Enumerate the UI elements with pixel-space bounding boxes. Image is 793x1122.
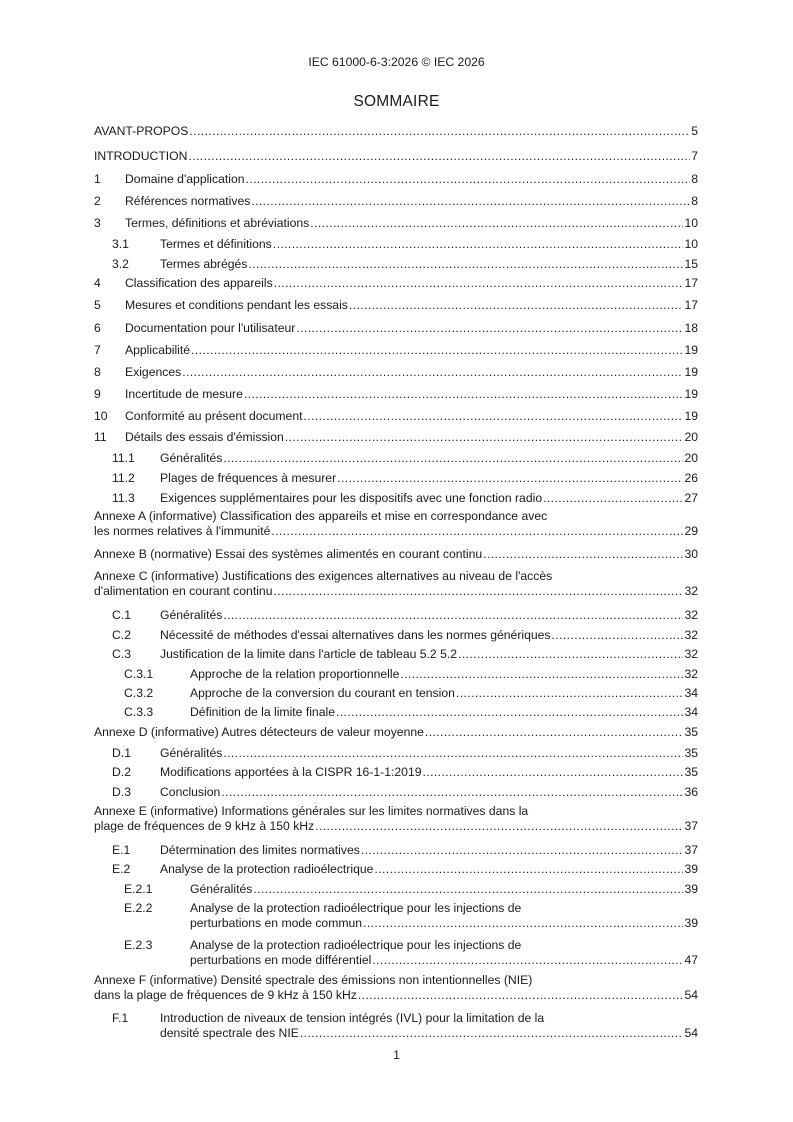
toc-title[interactable]: densité spectrale des NIE xyxy=(160,1026,299,1040)
toc-line xyxy=(94,172,698,187)
toc-line xyxy=(94,608,698,623)
toc-page-number[interactable]: 47 xyxy=(684,953,698,967)
dot-leader xyxy=(221,785,683,800)
toc-line xyxy=(94,471,698,486)
toc-entry[interactable] xyxy=(94,194,698,209)
toc-line xyxy=(94,387,698,402)
toc-title[interactable]: Généralités xyxy=(160,746,223,760)
toc-page-number[interactable]: 54 xyxy=(684,1026,698,1040)
toc-entry[interactable] xyxy=(94,901,698,931)
toc-number: E.1 xyxy=(112,843,131,857)
dot-leader xyxy=(425,725,684,740)
dot-leader xyxy=(244,387,684,402)
toc-number: 11 xyxy=(94,430,107,444)
toc-page-number[interactable]: 30 xyxy=(684,547,698,561)
toc-line xyxy=(94,194,698,209)
toc-page-number[interactable]: 19 xyxy=(684,365,698,379)
toc-line xyxy=(94,257,698,272)
toc-number: C.3.2 xyxy=(124,686,154,700)
toc-line xyxy=(94,686,698,701)
toc-page-number[interactable]: 34 xyxy=(684,686,698,700)
toc-title[interactable]: Conformité au présent document xyxy=(125,409,303,423)
toc-title[interactable]: Termes et définitions xyxy=(160,237,272,251)
toc-page-number[interactable]: 10 xyxy=(684,237,698,251)
toc-number: 2 xyxy=(94,194,101,208)
toc-line xyxy=(94,321,698,336)
toc-entry[interactable] xyxy=(94,547,698,562)
toc-title[interactable]: Détermination des limites normatives xyxy=(160,843,360,857)
dot-leader xyxy=(337,471,683,486)
toc-page-number[interactable]: 29 xyxy=(684,524,698,538)
toc-title[interactable]: Annexe A (informative) Classification des appareils et mise en correspondance avec xyxy=(94,509,548,523)
toc-line xyxy=(94,916,698,931)
toc-page-number[interactable]: 54 xyxy=(684,988,698,1002)
dot-leader xyxy=(246,172,691,187)
toc-page-number[interactable]: 5 xyxy=(691,124,698,138)
toc-number: C.3 xyxy=(112,647,131,661)
toc-entry[interactable] xyxy=(94,387,698,402)
toc-page-number[interactable]: 32 xyxy=(684,584,698,598)
dot-leader xyxy=(543,491,683,506)
toc-title[interactable]: Détails des essais d'émission xyxy=(125,430,284,444)
toc-number: 3 xyxy=(94,216,101,230)
toc-line xyxy=(94,988,698,1003)
dot-leader xyxy=(273,237,684,252)
toc-title[interactable]: Domaine d'application xyxy=(125,172,245,186)
toc-page-number[interactable]: 35 xyxy=(684,746,698,760)
toc-title[interactable]: Annexe F (informative) Densité spectrale des émissions non intentionnelles (NIE) xyxy=(94,973,533,987)
toc-page-number[interactable]: 37 xyxy=(684,819,698,833)
dot-leader xyxy=(223,746,683,761)
toc-title[interactable]: Approche de la relation proportionnelle xyxy=(190,667,400,681)
dot-leader xyxy=(361,843,684,858)
toc-title[interactable]: Conclusion xyxy=(160,785,221,799)
toc-title[interactable]: Modifications apportées à la CISPR 16-1-1:2019 xyxy=(160,765,422,779)
toc-page-number[interactable]: 19 xyxy=(684,387,698,401)
toc-number: 1 xyxy=(94,172,101,186)
dot-leader xyxy=(304,409,684,424)
toc-title[interactable]: perturbations en mode commun xyxy=(190,916,363,930)
dot-leader xyxy=(300,1026,684,1041)
toc-line xyxy=(94,584,698,599)
toc-title[interactable]: d'alimentation en courant continu xyxy=(94,584,273,598)
toc-page-number[interactable]: 32 xyxy=(684,647,698,661)
toc-number: 3.1 xyxy=(112,237,129,251)
toc-entry[interactable] xyxy=(94,124,698,139)
toc-page-number[interactable]: 32 xyxy=(684,628,698,642)
dot-leader xyxy=(374,862,683,877)
toc-title[interactable]: Documentation pour l'utilisateur xyxy=(125,321,296,335)
toc-title[interactable]: Généralités xyxy=(160,608,223,622)
toc-number: E.2.3 xyxy=(124,938,153,952)
toc-number: 11.1 xyxy=(112,451,135,465)
toc-page-number[interactable]: 10 xyxy=(684,216,698,230)
toc-line xyxy=(94,882,698,897)
toc-line xyxy=(94,667,698,682)
dot-leader xyxy=(274,584,684,599)
toc-entry[interactable] xyxy=(94,705,698,720)
toc-number: C.3.3 xyxy=(124,705,154,719)
toc-entry[interactable] xyxy=(94,321,698,336)
toc-line xyxy=(94,901,698,916)
toc-number: D.1 xyxy=(112,746,131,760)
toc-title[interactable]: Plages de fréquences à mesurer xyxy=(160,471,337,485)
toc-title[interactable]: les normes relatives à l'immunité xyxy=(94,524,271,538)
toc-entry[interactable] xyxy=(94,298,698,313)
toc-page-number[interactable]: 18 xyxy=(684,321,698,335)
toc-entry[interactable] xyxy=(94,973,698,1003)
toc-number: 11.2 xyxy=(112,471,135,485)
toc-entry[interactable] xyxy=(94,608,698,623)
toc-line xyxy=(94,365,698,380)
toc-entry[interactable] xyxy=(94,276,698,291)
toc-line xyxy=(94,343,698,358)
dot-leader xyxy=(400,667,683,682)
toc-line xyxy=(94,819,698,834)
toc-line xyxy=(94,647,698,662)
toc-title[interactable]: perturbations en mode différentiel xyxy=(190,953,372,967)
dot-leader xyxy=(372,953,683,968)
toc-title[interactable]: Incertitude de mesure xyxy=(125,387,243,401)
toc-number: 7 xyxy=(94,343,101,357)
toc-title[interactable]: Références normatives xyxy=(125,194,251,208)
toc-line xyxy=(94,804,698,819)
dot-leader xyxy=(253,882,683,897)
toc-title[interactable]: Analyse de la protection radioélectrique pour les injections de xyxy=(190,938,522,952)
dot-leader xyxy=(358,988,684,1003)
toc-title[interactable]: plage de fréquences de 9 kHz à 150 kHz xyxy=(94,819,315,833)
toc-line xyxy=(94,276,698,291)
dot-leader xyxy=(191,343,683,358)
dot-leader xyxy=(458,647,683,662)
toc-entry[interactable] xyxy=(94,430,698,445)
toc-line xyxy=(94,843,698,858)
toc-line xyxy=(94,746,698,761)
dot-leader xyxy=(423,765,684,780)
toc-title[interactable]: Approche de la conversion du courant en tension xyxy=(190,686,455,700)
toc-number: 11.3 xyxy=(112,491,135,505)
toc-page-number[interactable]: 20 xyxy=(684,430,698,444)
toc-number: E.2 xyxy=(112,862,131,876)
toc-entry[interactable] xyxy=(94,343,698,358)
toc-title[interactable]: Justification de la limite dans l'article de tableau 5.2 5.2 xyxy=(160,647,458,661)
toc-title[interactable]: Analyse de la protection radioélectrique xyxy=(160,862,374,876)
toc-entry[interactable] xyxy=(94,569,698,599)
toc-title[interactable]: Définition de la limite finale xyxy=(190,705,335,719)
toc-entry[interactable] xyxy=(94,149,698,164)
toc-page-number[interactable]: 17 xyxy=(684,298,698,312)
toc-title[interactable]: Généralités xyxy=(190,882,253,896)
toc-line xyxy=(94,524,698,539)
dot-leader xyxy=(248,257,683,272)
toc-line xyxy=(94,705,698,720)
toc-line xyxy=(94,298,698,313)
toc-line xyxy=(94,547,698,562)
toc-page-number[interactable]: 32 xyxy=(684,608,698,622)
toc-page-number[interactable]: 39 xyxy=(684,862,698,876)
toc-line xyxy=(94,430,698,445)
toc-entry[interactable] xyxy=(94,451,698,466)
toc-entry[interactable] xyxy=(94,862,698,877)
toc-line xyxy=(94,1011,698,1026)
toc-line xyxy=(94,1026,698,1041)
toc-page-number[interactable]: 17 xyxy=(684,276,698,290)
toc-page-number[interactable]: 19 xyxy=(684,409,698,423)
toc-title[interactable]: Introduction de niveaux de tension intégrés (IVL) pour la limitation de la xyxy=(160,1011,545,1025)
toc-entry[interactable] xyxy=(94,938,698,968)
toc-title[interactable]: Annexe D (informative) Autres détecteurs de valeur moyenne xyxy=(94,725,424,739)
toc-page-number[interactable]: 39 xyxy=(684,882,698,896)
toc-entry[interactable] xyxy=(94,172,698,187)
toc-title[interactable]: Classification des appareils xyxy=(125,276,273,290)
toc-page-number[interactable]: 26 xyxy=(684,471,698,485)
toc-entry[interactable] xyxy=(94,647,698,662)
toc-title[interactable]: Nécessité de méthodes d'essai alternatives dans les normes génériques xyxy=(160,628,551,642)
toc-title[interactable]: Termes abrégés xyxy=(160,257,248,271)
toc-line xyxy=(94,862,698,877)
toc-line xyxy=(94,569,698,584)
toc-line xyxy=(94,491,698,506)
toc-entry[interactable] xyxy=(94,804,698,834)
dot-leader xyxy=(363,916,683,931)
toc-page-number[interactable]: 32 xyxy=(684,667,698,681)
toc-entry[interactable] xyxy=(94,725,698,740)
toc-entry[interactable] xyxy=(94,509,698,539)
toc-page-number[interactable]: 39 xyxy=(684,916,698,930)
toc-number: C.3.1 xyxy=(124,667,154,681)
toc-line xyxy=(94,149,698,164)
dot-leader xyxy=(271,524,683,539)
toc-page-number[interactable]: 27 xyxy=(684,491,698,505)
toc-entry[interactable] xyxy=(94,491,698,506)
toc-title[interactable]: Applicabilité xyxy=(125,343,191,357)
toc-title[interactable]: INTRODUCTION xyxy=(94,149,188,163)
dot-leader xyxy=(296,321,683,336)
toc-line xyxy=(94,409,698,424)
dot-leader xyxy=(349,298,684,313)
toc-entry[interactable] xyxy=(94,365,698,380)
toc-entry[interactable] xyxy=(94,409,698,424)
toc-page-number[interactable]: 35 xyxy=(684,725,698,739)
toc-entry[interactable] xyxy=(94,237,698,252)
toc-page-number[interactable]: 20 xyxy=(684,451,698,465)
toc-entry[interactable] xyxy=(94,667,698,682)
toc-line xyxy=(94,124,698,139)
dot-leader xyxy=(336,705,683,720)
toc-entry[interactable] xyxy=(94,686,698,701)
dot-leader xyxy=(223,451,683,466)
toc-number: E.2.1 xyxy=(124,882,153,896)
page-number: 1 xyxy=(393,1048,400,1062)
toc-page-number[interactable]: 8 xyxy=(691,172,698,186)
toc-number: 5 xyxy=(94,298,101,312)
toc-line xyxy=(94,628,698,643)
dot-leader xyxy=(315,819,683,834)
toc-title[interactable]: dans la plage de fréquences de 9 kHz à 150 kHz xyxy=(94,988,357,1002)
dot-leader xyxy=(310,216,683,231)
dot-leader xyxy=(274,276,684,291)
toc-entry[interactable] xyxy=(94,216,698,231)
dot-leader xyxy=(456,686,684,701)
toc-title[interactable]: Termes, définitions et abréviations xyxy=(125,216,310,230)
toc-title[interactable]: Mesures et conditions pendant les essais xyxy=(125,298,348,312)
toc-page-number[interactable]: 34 xyxy=(684,705,698,719)
toc-entry[interactable] xyxy=(94,746,698,761)
toc-entry[interactable] xyxy=(94,785,698,800)
dot-leader xyxy=(182,365,683,380)
dot-leader xyxy=(189,124,690,139)
toc-number: 6 xyxy=(94,321,101,335)
toc-line xyxy=(94,765,698,780)
toc-page-number[interactable]: 19 xyxy=(684,343,698,357)
toc-number: F.1 xyxy=(112,1011,129,1025)
toc-number: 9 xyxy=(94,387,101,401)
toc-number: 8 xyxy=(94,365,101,379)
toc-title[interactable]: Annexe C (informative) Justifications des exigences alternatives au niveau de l'accès xyxy=(94,569,553,583)
toc-entry[interactable] xyxy=(94,628,698,643)
toc-title[interactable]: Exigences xyxy=(125,365,182,379)
toc-title[interactable]: Annexe B (normative) Essai des systèmes alimentés en courant continu xyxy=(94,547,483,561)
dot-leader xyxy=(552,628,684,643)
toc-number: C.1 xyxy=(112,608,131,622)
toc-line xyxy=(94,725,698,740)
toc-line xyxy=(94,509,698,524)
toc-title[interactable]: Généralités xyxy=(160,451,223,465)
toc-line xyxy=(94,973,698,988)
dot-leader xyxy=(251,194,690,209)
dot-leader xyxy=(223,608,683,623)
dot-leader xyxy=(188,149,690,164)
toc-line xyxy=(94,237,698,252)
toc-line xyxy=(94,785,698,800)
toc-number: D.2 xyxy=(112,765,131,779)
toc-title[interactable]: AVANT-PROPOS xyxy=(94,124,189,138)
toc-entry[interactable] xyxy=(94,1011,698,1041)
toc-number: D.3 xyxy=(112,785,131,799)
toc-page-number[interactable]: 7 xyxy=(691,149,698,163)
toc-number: 4 xyxy=(94,276,101,290)
toc-number: E.2.2 xyxy=(124,901,153,915)
dot-leader xyxy=(285,430,684,445)
toc-number: 10 xyxy=(94,409,108,423)
toc-number: 3.2 xyxy=(112,257,129,271)
toc-page-number[interactable]: 37 xyxy=(684,843,698,857)
toc-entry[interactable] xyxy=(94,257,698,272)
dot-leader xyxy=(483,547,683,562)
toc-line xyxy=(94,953,698,968)
toc-page-number[interactable]: 35 xyxy=(684,765,698,779)
toc-page-number[interactable]: 36 xyxy=(684,785,698,799)
toc-entry[interactable] xyxy=(94,882,698,897)
toc-entry[interactable] xyxy=(94,471,698,486)
toc-title[interactable]: Exigences supplémentaires pour les dispositifs avec une fonction radio xyxy=(160,491,543,505)
toc-title[interactable]: Analyse de la protection radioélectrique pour les injections de xyxy=(190,901,522,915)
toc-page-number[interactable]: 8 xyxy=(691,194,698,208)
page-title: SOMMAIRE xyxy=(353,93,440,110)
document-header: IEC 61000-6-3:2026 © IEC 2026 xyxy=(308,55,485,69)
toc-line xyxy=(94,216,698,231)
toc-page-number[interactable]: 15 xyxy=(684,257,698,271)
toc-line xyxy=(94,938,698,953)
toc-entry[interactable] xyxy=(94,843,698,858)
toc-title[interactable]: Annexe E (informative) Informations générales sur les limites normatives dans la xyxy=(94,804,529,818)
toc-line xyxy=(94,451,698,466)
toc-number: C.2 xyxy=(112,628,131,642)
toc-entry[interactable] xyxy=(94,765,698,780)
